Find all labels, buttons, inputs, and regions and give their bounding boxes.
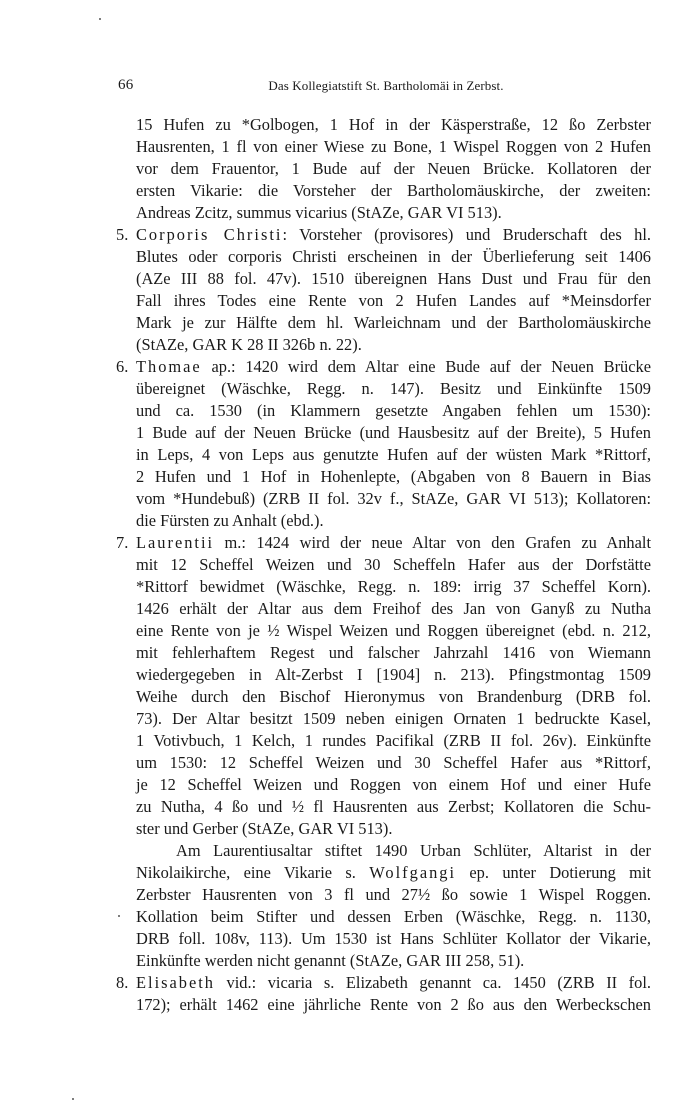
text-line: die Fürsten zu Anhalt (ebd.). bbox=[136, 511, 324, 530]
text-line: DRB foll. 108v, 113). Um 1530 ist Hans Schlüter Kollator der Vikarie, bbox=[136, 929, 651, 948]
text-line: Weihe durch den Bischof Hieronymus von Brandenburg (DRB fol. bbox=[136, 687, 651, 706]
entry-text: : Vorsteher (provisores) und Bruderschaft des hl. bbox=[282, 225, 651, 244]
entry-number: 5. bbox=[116, 225, 129, 244]
scan-speck bbox=[72, 1098, 74, 1100]
text-line: (AZe III 88 fol. 47v). 1510 übereignen Hans Dust und Frau für den bbox=[136, 269, 651, 288]
paragraph-text: Nikolaikirche, eine Vikarie s. bbox=[136, 863, 370, 882]
text-line: vor dem Frauentor, 1 Bude auf der Neuen Brücke. Kollatoren der bbox=[136, 159, 651, 178]
text-line: 1 Votivbuch, 1 Kelch, 1 rundes Pacifikal (ZRB II fol. 26v). Einkünfte bbox=[136, 731, 651, 750]
text-line: Kollation beim Stifter und dessen Erben (Wäschke, Regg. n. 1130, bbox=[136, 907, 651, 926]
text-line: zu Nutha, 4 ßo und ½ fl Hausrenten aus Zerbst; Kollatoren die Schu- bbox=[136, 797, 651, 816]
paragraph-first-line bbox=[136, 840, 651, 862]
entry-number: 6. bbox=[116, 357, 129, 376]
spaced-name: Wolfgangi bbox=[369, 863, 457, 882]
text-line: Mark je zur Hälfte dem hl. Warleichnam und der Bartholomäuskirche bbox=[136, 313, 651, 332]
text-line: 73). Der Altar besitzt 1509 neben einigen Ornaten 1 bedruckte Kasel, bbox=[136, 709, 651, 728]
entry-item bbox=[116, 224, 651, 356]
page-number: 66 bbox=[118, 77, 134, 93]
entry-text: m.: 1424 wird der neue Altar von den Grafen zu Anhalt bbox=[214, 533, 651, 552]
page-body bbox=[116, 114, 652, 1016]
text-line: 15 Hufen zu *Golbogen, 1 Hof in der Käsperstraße, 12 ßo Zerbster bbox=[136, 115, 651, 134]
text-line: um 1530: 12 Scheffel Weizen und 30 Scheffel Hafer aus *Rittorf, bbox=[136, 753, 651, 772]
text-line: je 12 Scheffel Weizen und Roggen von einem Hof und einer Hufe bbox=[136, 775, 651, 794]
text-line: und ca. 1530 (in Klammern gesetzte Angaben fehlen um 1530): bbox=[136, 401, 651, 420]
text-line: Fall ihres Todes eine Rente von 2 Hufen Landes auf *Meinsdorfer bbox=[136, 291, 651, 310]
text-line: Hausrenten, 1 fl von einer Wiese zu Bone, 1 Wispel Roggen von 2 Hufen bbox=[136, 137, 651, 156]
text-line: in Leps, 4 von Leps aus genutzte Hufen auf der wüsten Mark *Rittorf, bbox=[136, 445, 651, 464]
entry-title: Corporis Christi bbox=[136, 225, 283, 244]
scan-speck bbox=[118, 915, 120, 917]
text-line: ersten Vikarie: die Vorsteher der Bartholomäuskirche, der zweiten: bbox=[136, 181, 651, 200]
entry-item bbox=[116, 356, 651, 532]
paragraph-second-line bbox=[136, 862, 651, 884]
text-line: 1 Bude auf der Neuen Brücke (und Hausbesitz auf der Breite), 5 Hufen bbox=[136, 423, 651, 442]
paragraph-text: ep. unter Dotierung mit bbox=[456, 863, 652, 882]
text-line: mit fehlerhaftem Regest und falscher Jahrzahl 1416 von Wiemann bbox=[136, 643, 651, 662]
entry-title: Thomae bbox=[136, 357, 202, 376]
text-line: mit 12 Scheffel Weizen und 30 Scheffeln Hafer aus der Dorfstätte bbox=[136, 555, 651, 574]
scan-speck bbox=[99, 18, 101, 20]
text-line: (StAZe, GAR K 28 II 326b n. 22). bbox=[136, 335, 362, 354]
text-line: 2 Hufen und 1 Hof in Hohenlepte, (Abgaben von 8 Bauern in Bias bbox=[136, 467, 651, 486]
entry-item bbox=[116, 972, 651, 1016]
text-line: Zerbster Hausrenten von 3 fl und 27½ ßo sowie 1 Wispel Roggen. bbox=[136, 885, 651, 904]
entry-text: vid.: vicaria s. Elizabeth genannt ca. 1450 (ZRB II fol. bbox=[215, 973, 651, 992]
entry-number: 8. bbox=[116, 973, 129, 992]
text-line: 172); erhält 1462 eine jährliche Rente von 2 ßo aus den Werbeckschen bbox=[136, 995, 651, 1014]
entry-number: 7. bbox=[116, 533, 129, 552]
text-line: vom *Hundebuß) (ZRB II fol. 32v f., StAZe, GAR VI 513); Kollatoren: bbox=[136, 489, 651, 508]
text-line: Andreas Zcitz, summus vicarius (StAZe, GAR VI 513). bbox=[136, 203, 502, 222]
entry-title: Elisabeth bbox=[136, 973, 215, 992]
text-line: *Rittorf bewidmet (Wäschke, Regg. n. 189: irrig 37 Scheffel Korn). bbox=[136, 577, 651, 596]
entry-list bbox=[116, 224, 652, 1016]
text-line: 1426 erhält der Altar aus dem Freihof des Jan von Ganyß zu Nutha bbox=[136, 599, 651, 618]
intro-paragraph bbox=[136, 114, 651, 224]
paragraph-text: Am Laurentiusaltar stiftet 1490 Urban Schlüter, Altarist in der bbox=[176, 841, 651, 860]
entry-first-line bbox=[116, 356, 651, 378]
entry-item bbox=[116, 532, 652, 972]
text-line: eine Rente von je ½ Wispel Weizen und Roggen übereignet (ebd. n. 212, bbox=[136, 621, 651, 640]
entry-first-line bbox=[116, 972, 651, 994]
text-line: wiedergegeben in Alt-Zerbst I [1904] n. 213). Pfingstmontag 1509 bbox=[136, 665, 651, 684]
text-line: Blutes oder corporis Christi erscheinen in der Überlieferung seit 1406 bbox=[136, 247, 651, 266]
text-line: Einkünfte werden nicht genannt (StAZe, GAR III 258, 51). bbox=[136, 951, 525, 970]
entry-first-line bbox=[116, 532, 651, 554]
entry-text: ap.: 1420 wird dem Altar eine Bude auf der Neuen Brücke bbox=[201, 357, 651, 376]
entry-title: Laurentii bbox=[136, 533, 215, 552]
page-header bbox=[118, 77, 634, 101]
text-line: ster und Gerber (StAZe, GAR VI 513). bbox=[136, 819, 393, 838]
text-line: übereignet (Wäschke, Regg. n. 147). Besitz und Einkünfte 1509 bbox=[136, 379, 651, 398]
running-title: Das Kollegiatstift St. Bartholomäi in Zerbst. bbox=[268, 78, 504, 93]
entry-first-line bbox=[116, 224, 651, 246]
